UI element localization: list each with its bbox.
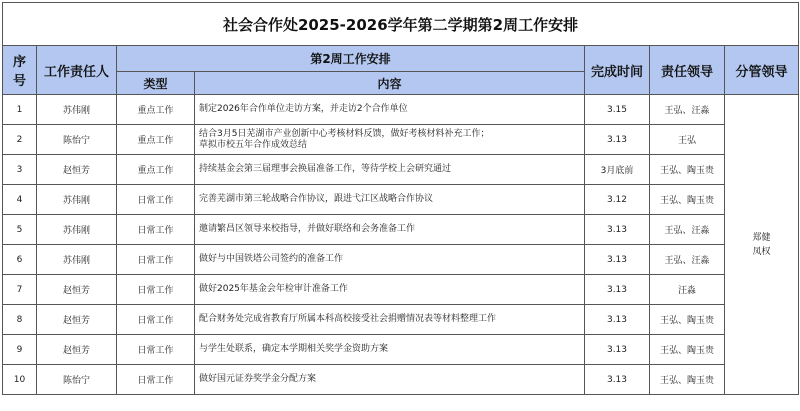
- row-type: 重点工作: [117, 155, 195, 185]
- header-owner: 工作责任人: [37, 46, 117, 95]
- row-deadline: 3.13: [585, 365, 650, 395]
- row-index: 5: [3, 215, 37, 245]
- row-deadline: 3.13: [585, 305, 650, 335]
- row-content: 做好2025年基金会年检审计准备工作: [195, 275, 585, 305]
- row-type: 日常工作: [117, 185, 195, 215]
- row-type: 日常工作: [117, 275, 195, 305]
- header-index: 序号: [3, 46, 37, 95]
- row-index: 8: [3, 305, 37, 335]
- row-content: 与学生处联系，确定本学期相关奖学金资助方案: [195, 335, 585, 365]
- table-row: [3, 365, 799, 395]
- row-owner: 苏伟刚: [37, 185, 117, 215]
- row-deadline: 3.13: [585, 275, 650, 305]
- row-owner: 赵恒芳: [37, 305, 117, 335]
- row-leader: 王弘、陶玉贵: [650, 335, 725, 365]
- table-row: [3, 215, 799, 245]
- row-leader: 王弘、陶玉贵: [650, 305, 725, 335]
- header-content: 内容: [195, 72, 585, 95]
- row-index: 2: [3, 125, 37, 155]
- row-leader: 王弘、汪淼: [650, 95, 725, 125]
- row-type: 日常工作: [117, 335, 195, 365]
- table-row: [3, 125, 799, 155]
- row-type: 日常工作: [117, 365, 195, 395]
- row-content: 持续基金会第三届理事会换届准备工作，等待学校上会研究通过: [195, 155, 585, 185]
- row-content: 完善芜湖市第三轮战略合作协议，跟进弋江区战略合作协议: [195, 185, 585, 215]
- row-owner: 陈怡宁: [37, 365, 117, 395]
- page-title: 社会合作处2025-2026学年第二学期第2周工作安排: [3, 3, 799, 46]
- row-type: 重点工作: [117, 125, 195, 155]
- header-row-top: [3, 46, 799, 72]
- row-owner: 赵恒芳: [37, 155, 117, 185]
- row-owner: 苏伟刚: [37, 245, 117, 275]
- header-leader: 责任领导: [650, 46, 725, 95]
- title-row: [3, 3, 799, 46]
- row-type: 重点工作: [117, 95, 195, 125]
- work-schedule-table: [2, 2, 799, 395]
- row-content: 邀请繁昌区领导来校指导，并做好联络和会务准备工作: [195, 215, 585, 245]
- row-content: 配合财务处完成省教育厅所属本科高校接受社会捐赠情况表等材料整理工作: [195, 305, 585, 335]
- row-index: 3: [3, 155, 37, 185]
- row-index: 7: [3, 275, 37, 305]
- row-leader: 王弘: [650, 125, 725, 155]
- row-leader: 汪淼: [650, 275, 725, 305]
- row-leader: 王弘、汪淼: [650, 245, 725, 275]
- row-leader: 王弘、陶玉贵: [650, 365, 725, 395]
- header-deadline: 完成时间: [585, 46, 650, 95]
- row-content: 结合3月5日芜湖市产业创新中心考核材料反馈，做好考核材料补充工作； 草拟市校五年合作成效总结: [195, 125, 585, 155]
- row-type: 日常工作: [117, 245, 195, 275]
- header-plan-group: 第2周工作安排: [117, 46, 585, 72]
- table-row: [3, 95, 799, 125]
- header-type: 类型: [117, 72, 195, 95]
- row-index: 1: [3, 95, 37, 125]
- table-row: [3, 305, 799, 335]
- row-deadline: 3.13: [585, 215, 650, 245]
- row-index: 4: [3, 185, 37, 215]
- row-owner: 苏伟刚: [37, 215, 117, 245]
- table-row: [3, 275, 799, 305]
- table-row: [3, 155, 799, 185]
- row-index: 6: [3, 245, 37, 275]
- row-content: 做好与中国铁塔公司签约的准备工作: [195, 245, 585, 275]
- row-owner: 陈怡宁: [37, 125, 117, 155]
- row-owner: 苏伟刚: [37, 95, 117, 125]
- header-supervisor: 分管领导: [725, 46, 799, 95]
- row-type: 日常工作: [117, 305, 195, 335]
- row-deadline: 3月底前: [585, 155, 650, 185]
- row-leader: 王弘、陶玉贵: [650, 185, 725, 215]
- table-row: [3, 185, 799, 215]
- row-deadline: 3.13: [585, 245, 650, 275]
- row-leader: 王弘、汪淼: [650, 215, 725, 245]
- row-content: 做好国元证券奖学金分配方案: [195, 365, 585, 395]
- row-leader: 王弘、陶玉贵: [650, 155, 725, 185]
- row-deadline: 3.15: [585, 95, 650, 125]
- table-row: [3, 245, 799, 275]
- row-index: 9: [3, 335, 37, 365]
- supervisor-cell: 郑健 凤权: [725, 95, 799, 395]
- row-type: 日常工作: [117, 215, 195, 245]
- row-deadline: 3.12: [585, 185, 650, 215]
- row-deadline: 3.13: [585, 125, 650, 155]
- row-owner: 赵恒芳: [37, 275, 117, 305]
- table-body: [3, 3, 799, 395]
- row-owner: 赵恒芳: [37, 335, 117, 365]
- row-content: 制定2026年合作单位走访方案，并走访2个合作单位: [195, 95, 585, 125]
- table-row: [3, 335, 799, 365]
- row-deadline: 3.13: [585, 335, 650, 365]
- row-index: 10: [3, 365, 37, 395]
